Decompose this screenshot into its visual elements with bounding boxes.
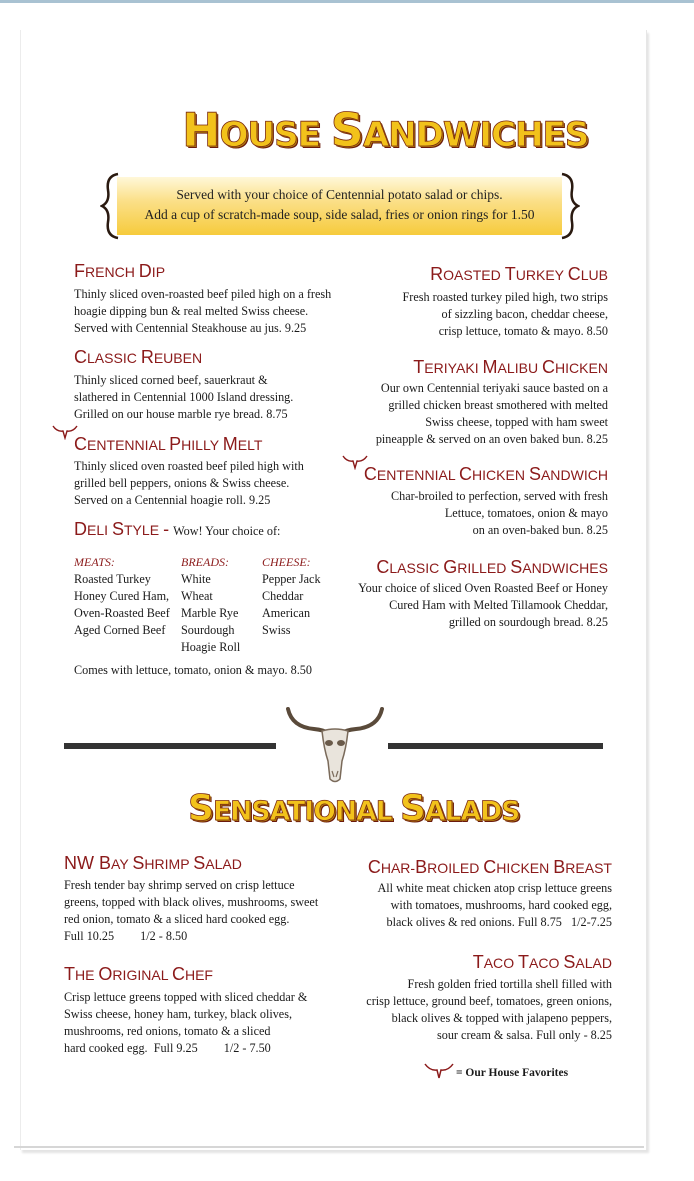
house-sandwiches-title: HOUSE SANDWICHES [182, 103, 589, 157]
roasted-turkey-club-description: Fresh roasted turkey piled high, two strips of sizzling bacon, cheddar cheese, crisp lettuce, tomato & mayo. 8.50 [402, 290, 608, 338]
char-broiled-chicken-breast-description: All white meat chicken atop crisp lettuce greens with tomatoes, mushrooms, hard cooked egg, black olives & red onions. Full 8.75 1/2-7.25 [377, 881, 612, 929]
classic-grilled-sandwiches-description: Your choice of sliced Oven Roasted Beef or Honey Cured Ham with Melted Tillamook Cheddar, grilled on sourdough bread. 8.25 [358, 581, 608, 629]
original-chef-price-full: Full 9.25 [153, 1041, 198, 1055]
french-dip-description: Thinly sliced oven-roasted beef piled high on a fresh hoagie dipping bun & real melted Swiss cheese. Served with Centennial Steakhouse au jus. 9.25 [74, 287, 332, 335]
roasted-turkey-club-name: ROASTED TURKEY CLUB [430, 264, 608, 284]
banner-line-2: Add a cup of scratch-made soup, side salad, fries or onion rings for 1.50 [144, 207, 535, 222]
philly-melt-name: CENTENNIAL PHILLY MELT [74, 434, 263, 454]
classic-grilled-sandwiches-name: CLASSIC GRILLED SANDWICHES [376, 557, 608, 577]
nw-bay-shrimp-salad-description: Fresh tender bay shrimp served on crisp lettuce greens, topped with black olives, mushrooms, sweet red onion, tomato & a sliced hard cooked egg. Full 10.25 1/2 - 8.50 [64, 878, 319, 943]
nw-bay-shrimp-salad-name: NW BAY SHRIMP SALAD [64, 853, 242, 873]
char-broiled-chicken-breast-name: CHAR-BROILED CHICKEN BREAST [367, 857, 612, 877]
original-chef-salad-name: THE ORIGINAL CHEF [64, 964, 213, 984]
sensational-salads-title: SENSATIONAL SALADS [188, 788, 520, 829]
teriyaki-malibu-chicken-name: TERIYAKI MALIBU CHICKEN [413, 357, 608, 377]
french-dip-name: FRENCH DIP [74, 261, 166, 281]
char-broiled-price-full: Full 8.75 [517, 915, 562, 929]
house-favorites-legend: = Our House Favorites [456, 1067, 569, 1079]
steer-skull-icon [284, 705, 386, 787]
deli-breads-column: BREADS: White Wheat Marble Rye Sourdough Hoagie Roll [181, 555, 241, 654]
deli-style-heading: DELI STYLE - Wow! Your choice of: [74, 519, 281, 539]
section-divider-left [64, 743, 276, 749]
original-chef-price-half: 1/2 - 7.50 [223, 1041, 271, 1055]
banner-line-1: Served with your choice of Centennial potato salad or chips. [176, 187, 503, 202]
section-divider-right [388, 743, 603, 749]
deli-cheese-column: CHEESE: Pepper Jack Cheddar American Swiss [262, 555, 321, 637]
centennial-chicken-sandwich-description: Char-broiled to perfection, served with fresh Lettuce, tomatoes, onion & mayo on an oven-baked bun. 8.25 [390, 489, 608, 537]
nw-bay-shrimp-price-half: 1/2 - 8.50 [140, 929, 188, 943]
deli-style-name: DELI STYLE [74, 519, 160, 539]
nw-bay-shrimp-price-full: Full 10.25 [64, 929, 115, 943]
centennial-chicken-sandwich-name: CENTENNIAL CHICKEN SANDWICH [363, 464, 608, 484]
banner-right-bracket [558, 172, 580, 240]
deli-style-intro: Wow! Your choice of: [173, 524, 281, 538]
teriyaki-malibu-chicken-description: Our own Centennial teriyaki sauce basted on a grilled chicken breast smothered with melted Swiss cheese, topped with ham sweet pineapple & served on an oven baked bun. 8.25 [375, 381, 608, 446]
sandwich-sides-banner [117, 177, 562, 235]
taco-taco-salad-name: TACO TACO SALAD [472, 952, 612, 972]
classic-reuben-description: Thinly sliced corned beef, sauerkraut & slathered in Centennial 1000 Island dressing. Grilled on our house marble rye bread. 8.75 [74, 373, 294, 421]
deli-style-footer: Comes with lettuce, tomato, onion & mayo. 8.50 [74, 663, 312, 677]
taco-taco-salad-description: Fresh golden fried tortilla shell filled with crisp lettuce, ground beef, tomatoes, green onions, black olives & topped with jalapeno peppers, sour cream & salsa. Full only - 8.25 [366, 977, 612, 1042]
house-favorite-longhorn-icon [424, 1062, 454, 1080]
original-chef-salad-description: Crisp lettuce greens topped with sliced cheddar & Swiss cheese, honey ham, turkey, black olives, mushrooms, red onions, tomato & a sliced hard cooked egg. Full 9.25 1/2 - 7.50 [64, 990, 308, 1055]
page-top-edge [0, 0, 694, 3]
philly-melt-description: Thinly sliced oven roasted beef piled high with grilled bell peppers, onions & Swiss cheese. Served on a Centennial hoagie roll. 9.25 [74, 459, 304, 507]
page-bottom-shadow [14, 1146, 644, 1148]
char-broiled-price-half: 1/2-7.25 [571, 915, 612, 929]
deli-meats-column: MEATS: Roasted Turkey Honey Cured Ham, Oven-Roasted Beef Aged Corned Beef [74, 555, 170, 637]
classic-reuben-name: CLASSIC REUBEN [74, 347, 203, 367]
